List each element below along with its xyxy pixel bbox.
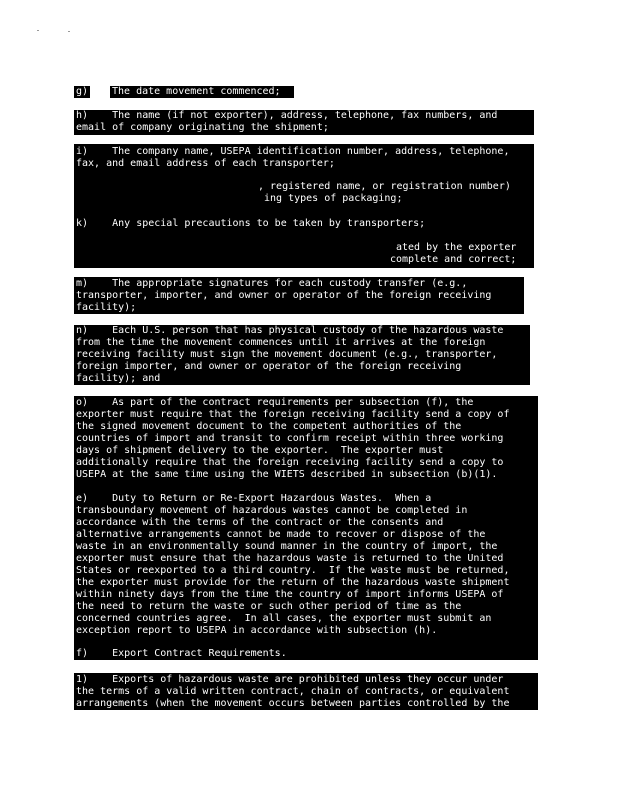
item-g-marker-block bbox=[74, 86, 90, 98]
text-line: 1) Exports of hazardous waste are prohibited unless they occur under bbox=[76, 674, 504, 685]
item-o-e-f-block bbox=[74, 396, 538, 660]
text-line: facility); and bbox=[76, 373, 161, 384]
text-line: receiving facility must sign the movement document (e.g., transporter, bbox=[76, 349, 498, 360]
scan-speck bbox=[68, 31, 70, 32]
item-i-to-l-block bbox=[74, 144, 534, 268]
text-line: States or reexported to a third country. If the waste must be returned, bbox=[76, 565, 510, 576]
text-line: exporter must require that the foreign receiving facility send a copy of bbox=[76, 409, 510, 420]
text-line: days of shipment delivery to the exporter. The exporter must bbox=[76, 445, 444, 456]
text-line: within ninety days from the time the country of import informs USEPA of bbox=[76, 589, 504, 600]
item-n-block bbox=[74, 325, 530, 385]
text-line: f) Export Contract Requirements. bbox=[76, 648, 287, 659]
item-f1-block bbox=[74, 673, 538, 710]
text-line: complete and correct; bbox=[390, 254, 517, 265]
item-g-text: The date movement commenced; bbox=[112, 86, 281, 97]
item-h-block bbox=[74, 110, 534, 135]
text-line: e) Duty to Return or Re-Export Hazardous Wastes. When a bbox=[76, 493, 432, 504]
text-line: h) The name (if not exporter), address, telephone, fax numbers, and bbox=[76, 110, 498, 121]
text-line: the signed movement document to the competent authorities of the bbox=[76, 421, 462, 432]
text-line: fax, and email address of each transporter; bbox=[76, 158, 335, 169]
text-line: countries of import and transit to confirm receipt within three working bbox=[76, 433, 504, 444]
text-line: transporter, importer, and owner or operator of the foreign receiving bbox=[76, 290, 492, 301]
text-line: ated by the exporter bbox=[396, 242, 517, 253]
text-line: the need to return the waste or such other period of time as the bbox=[76, 601, 462, 612]
text-line: additionally require that the foreign receiving facility send a copy to bbox=[76, 457, 504, 468]
item-g-block bbox=[110, 86, 294, 98]
text-line: foreign importer, and owner or operator of the foreign receiving bbox=[76, 361, 462, 372]
text-line: the terms of a valid written contract, chain of contracts, or equivalent bbox=[76, 686, 510, 697]
text-line: the exporter must provide for the return of the hazardous waste shipment bbox=[76, 577, 510, 588]
item-m-block bbox=[74, 277, 524, 314]
text-line: transboundary movement of hazardous wastes cannot be completed in bbox=[76, 505, 468, 516]
text-line: i) The company name, USEPA identification number, address, telephone, bbox=[76, 146, 510, 157]
text-line: exception report to USEPA in accordance with subsection (h). bbox=[76, 625, 438, 636]
text-line: facility); bbox=[76, 302, 137, 313]
text-line: ing types of packaging; bbox=[264, 193, 403, 204]
text-line: k) Any special precautions to be taken by transporters; bbox=[76, 218, 426, 229]
text-line: waste in an environmentally sound manner in the country of import, the bbox=[76, 541, 498, 552]
text-line: , registered name, or registration number) bbox=[258, 181, 511, 192]
text-line: o) As part of the contract requirements per subsection (f), the bbox=[76, 397, 474, 408]
text-line: alternative arrangements cannot be made to recover or dispose of the bbox=[76, 529, 486, 540]
text-line: from the time the movement commences until it arrives at the foreign bbox=[76, 337, 486, 348]
item-g-marker: g) bbox=[76, 86, 88, 97]
text-line: email of company originating the shipment; bbox=[76, 122, 329, 133]
scan-speck bbox=[37, 30, 39, 31]
text-line: accordance with the terms of the contract or the consents and bbox=[76, 517, 444, 528]
text-line: concerned countries agree. In all cases, the exporter must submit an bbox=[76, 613, 492, 624]
text-line: n) Each U.S. person that has physical custody of the hazardous waste bbox=[76, 325, 504, 336]
text-line: exporter must ensure that the hazardous waste is returned to the United bbox=[76, 553, 504, 564]
text-line: USEPA at the same time using the WIETS described in subsection (b)(1). bbox=[76, 469, 498, 480]
text-line: m) The appropriate signatures for each custody transfer (e.g., bbox=[76, 278, 468, 289]
text-line: arrangements (when the movement occurs between parties controlled by the bbox=[76, 698, 510, 709]
